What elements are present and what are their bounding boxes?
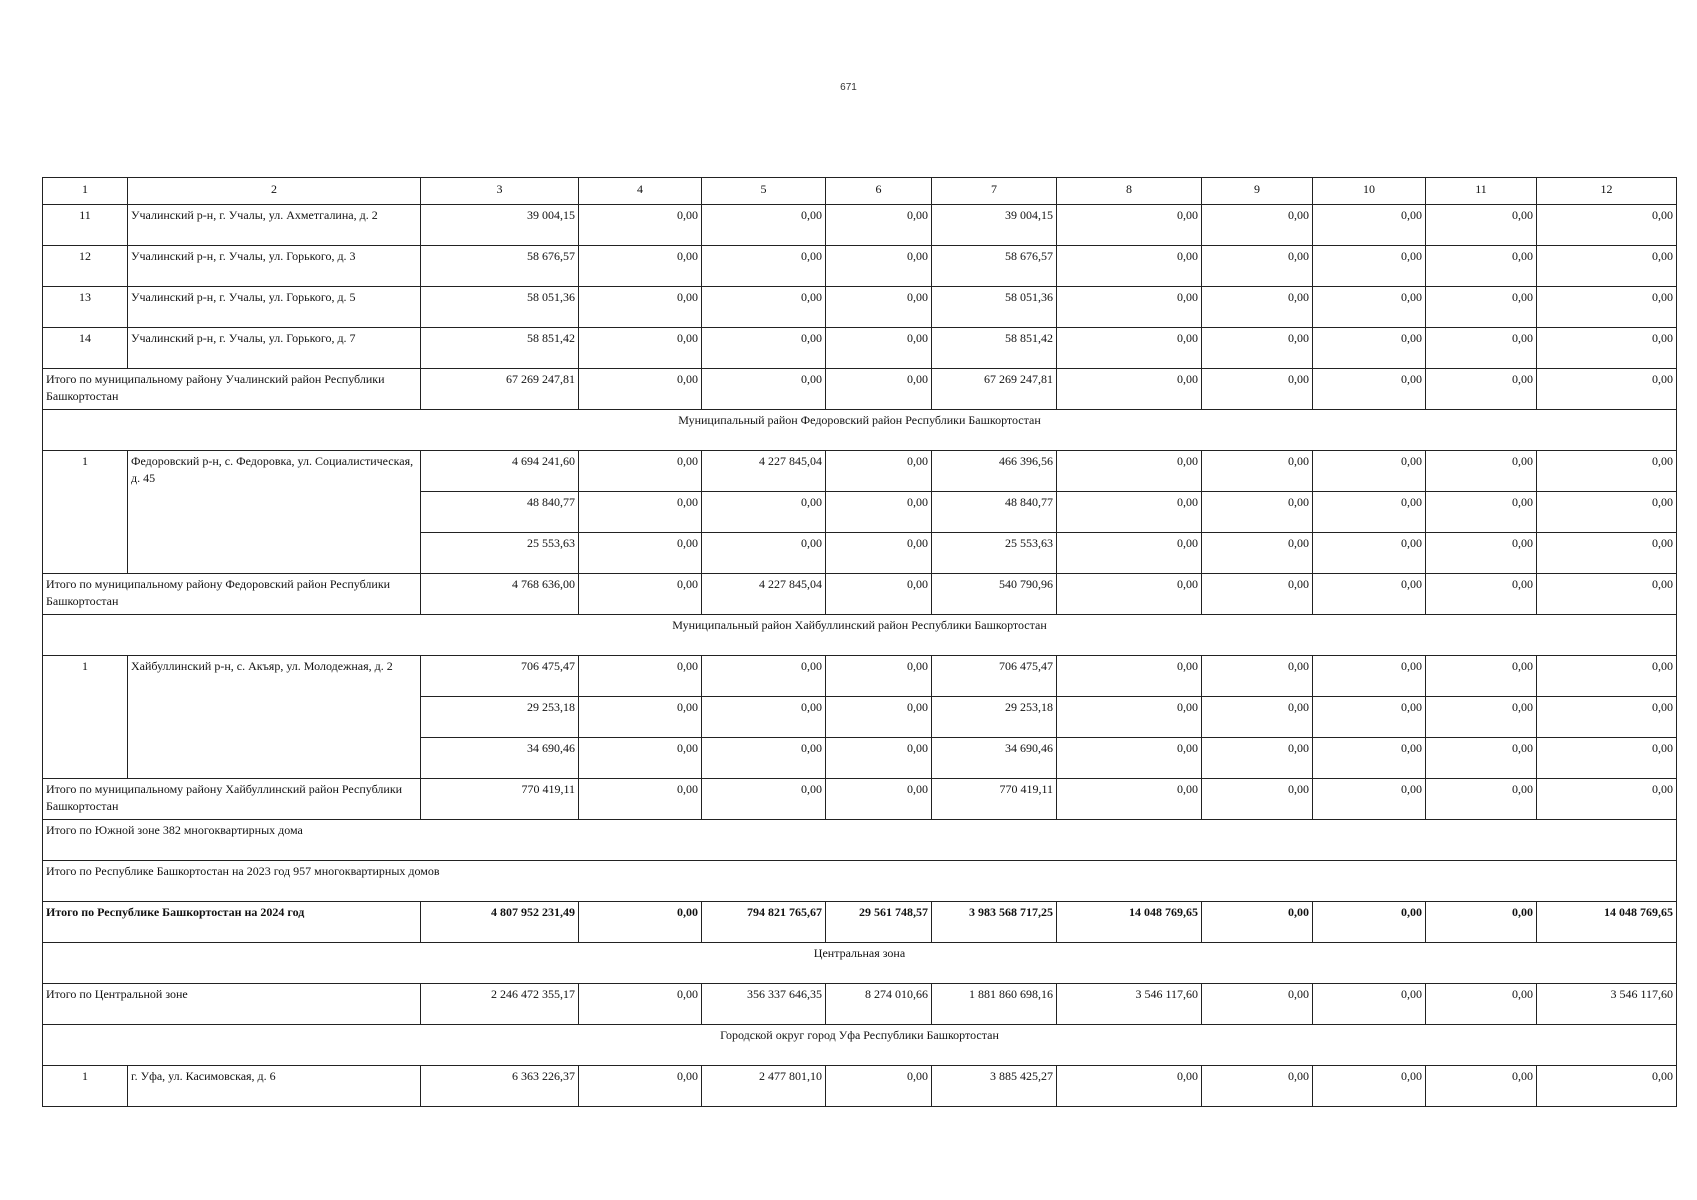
value-cell: 0,00 xyxy=(1202,697,1313,738)
value-cell: 0,00 xyxy=(702,328,826,369)
address-cell: Учалинский р-н, г. Учалы, ул. Горького, д. 7 xyxy=(128,328,421,369)
value-cell: 58 051,36 xyxy=(421,287,579,328)
value-cell: 34 690,46 xyxy=(421,738,579,779)
summary-row xyxy=(43,861,1677,902)
value-cell: 58 851,42 xyxy=(932,328,1057,369)
value-cell: 3 546 117,60 xyxy=(1537,984,1677,1025)
value-cell: 25 553,63 xyxy=(421,533,579,574)
total-row xyxy=(43,574,1677,615)
table-row xyxy=(43,328,1677,369)
column-header: 11 xyxy=(1426,178,1537,205)
address-cell: Федоровский р-н, с. Федоровка, ул. Социалистическая, д. 45 xyxy=(128,451,421,574)
value-cell: 706 475,47 xyxy=(421,656,579,697)
value-cell: 0,00 xyxy=(1313,1066,1426,1107)
value-cell: 0,00 xyxy=(1537,287,1677,328)
value-cell: 0,00 xyxy=(1537,1066,1677,1107)
value-cell: 4 807 952 231,49 xyxy=(421,902,579,943)
value-cell: 0,00 xyxy=(826,328,932,369)
value-cell: 0,00 xyxy=(1057,328,1202,369)
value-cell: 0,00 xyxy=(702,738,826,779)
value-cell: 0,00 xyxy=(1537,328,1677,369)
value-cell: 0,00 xyxy=(1537,492,1677,533)
value-cell: 0,00 xyxy=(1426,1066,1537,1107)
value-cell: 0,00 xyxy=(1202,492,1313,533)
column-header: 12 xyxy=(1537,178,1677,205)
value-cell: 0,00 xyxy=(1202,656,1313,697)
value-cell: 0,00 xyxy=(1313,492,1426,533)
value-cell: 0,00 xyxy=(1313,328,1426,369)
value-cell: 0,00 xyxy=(1426,246,1537,287)
column-header: 4 xyxy=(579,178,702,205)
value-cell: 0,00 xyxy=(1202,533,1313,574)
value-cell: 25 553,63 xyxy=(932,533,1057,574)
value-cell: 0,00 xyxy=(1202,287,1313,328)
program-table xyxy=(42,177,1677,1107)
value-cell: 0,00 xyxy=(702,779,826,820)
total-label: Итого по Республике Башкортостан на 2024 год xyxy=(43,902,421,943)
value-cell: 0,00 xyxy=(1426,574,1537,615)
total-row xyxy=(43,779,1677,820)
column-header: 3 xyxy=(421,178,579,205)
column-header: 10 xyxy=(1313,178,1426,205)
value-cell: 67 269 247,81 xyxy=(932,369,1057,410)
value-cell: 0,00 xyxy=(579,492,702,533)
row-index: 12 xyxy=(43,246,128,287)
table-row xyxy=(43,246,1677,287)
value-cell: 0,00 xyxy=(579,738,702,779)
value-cell: 0,00 xyxy=(1426,287,1537,328)
value-cell: 0,00 xyxy=(1426,328,1537,369)
value-cell: 0,00 xyxy=(702,492,826,533)
value-cell: 2 477 801,10 xyxy=(702,1066,826,1107)
value-cell: 0,00 xyxy=(826,287,932,328)
value-cell: 0,00 xyxy=(1426,369,1537,410)
total-label: Итого по муниципальному району Хайбуллинский район Республики Башкортостан xyxy=(43,779,421,820)
value-cell: 2 246 472 355,17 xyxy=(421,984,579,1025)
value-cell: 0,00 xyxy=(1426,533,1537,574)
value-cell: 0,00 xyxy=(1313,738,1426,779)
value-cell: 0,00 xyxy=(1537,533,1677,574)
row-index: 1 xyxy=(43,451,128,574)
value-cell: 0,00 xyxy=(1313,984,1426,1025)
value-cell: 0,00 xyxy=(702,369,826,410)
value-cell: 706 475,47 xyxy=(932,656,1057,697)
section-heading-row xyxy=(43,410,1677,451)
value-cell: 34 690,46 xyxy=(932,738,1057,779)
value-cell: 0,00 xyxy=(1426,492,1537,533)
row-index: 14 xyxy=(43,328,128,369)
value-cell: 29 253,18 xyxy=(421,697,579,738)
address-cell: г. Уфа, ул. Касимовская, д. 6 xyxy=(128,1066,421,1107)
section-heading: Муниципальный район Федоровский район Республики Башкортостан xyxy=(43,410,1677,451)
value-cell: 0,00 xyxy=(826,574,932,615)
value-cell: 0,00 xyxy=(1057,574,1202,615)
value-cell: 0,00 xyxy=(1426,205,1537,246)
table-row xyxy=(43,287,1677,328)
table-row xyxy=(43,451,1677,492)
value-cell: 0,00 xyxy=(702,246,826,287)
value-cell: 0,00 xyxy=(826,697,932,738)
value-cell: 3 983 568 717,25 xyxy=(932,902,1057,943)
value-cell: 0,00 xyxy=(1057,205,1202,246)
value-cell: 39 004,15 xyxy=(932,205,1057,246)
value-cell: 67 269 247,81 xyxy=(421,369,579,410)
value-cell: 0,00 xyxy=(702,533,826,574)
value-cell: 466 396,56 xyxy=(932,451,1057,492)
value-cell: 0,00 xyxy=(1202,1066,1313,1107)
total-row xyxy=(43,369,1677,410)
value-cell: 0,00 xyxy=(1057,779,1202,820)
value-cell: 0,00 xyxy=(1202,574,1313,615)
value-cell: 0,00 xyxy=(702,205,826,246)
column-header: 2 xyxy=(128,178,421,205)
value-cell: 0,00 xyxy=(1313,369,1426,410)
value-cell: 0,00 xyxy=(1537,574,1677,615)
value-cell: 4 694 241,60 xyxy=(421,451,579,492)
value-cell: 29 561 748,57 xyxy=(826,902,932,943)
value-cell: 0,00 xyxy=(1537,738,1677,779)
summary-label: Итого по Южной зоне 382 многоквартирных дома xyxy=(43,820,1677,861)
value-cell: 770 419,11 xyxy=(932,779,1057,820)
column-header: 5 xyxy=(702,178,826,205)
value-cell: 0,00 xyxy=(1202,779,1313,820)
value-cell: 0,00 xyxy=(1426,738,1537,779)
value-cell: 0,00 xyxy=(1202,451,1313,492)
value-cell: 0,00 xyxy=(1202,205,1313,246)
value-cell: 0,00 xyxy=(1426,984,1537,1025)
value-cell: 0,00 xyxy=(579,246,702,287)
column-header: 1 xyxy=(43,178,128,205)
address-cell: Учалинский р-н, г. Учалы, ул. Горького, д. 3 xyxy=(128,246,421,287)
page-number: 671 xyxy=(840,82,857,93)
value-cell: 0,00 xyxy=(579,779,702,820)
address-cell: Хайбуллинский р-н, с. Акъяр, ул. Молодежная, д. 2 xyxy=(128,656,421,779)
row-index: 1 xyxy=(43,656,128,779)
value-cell: 0,00 xyxy=(826,205,932,246)
value-cell: 0,00 xyxy=(826,656,932,697)
row-index: 13 xyxy=(43,287,128,328)
value-cell: 58 851,42 xyxy=(421,328,579,369)
value-cell: 0,00 xyxy=(1313,246,1426,287)
value-cell: 0,00 xyxy=(826,492,932,533)
row-index: 1 xyxy=(43,1066,128,1107)
value-cell: 48 840,77 xyxy=(421,492,579,533)
total-row xyxy=(43,984,1677,1025)
value-cell: 0,00 xyxy=(1202,984,1313,1025)
value-cell: 794 821 765,67 xyxy=(702,902,826,943)
value-cell: 0,00 xyxy=(1057,656,1202,697)
value-cell: 540 790,96 xyxy=(932,574,1057,615)
value-cell: 0,00 xyxy=(1313,205,1426,246)
value-cell: 3 546 117,60 xyxy=(1057,984,1202,1025)
address-cell: Учалинский р-н, г. Учалы, ул. Ахметгалина, д. 2 xyxy=(128,205,421,246)
value-cell: 0,00 xyxy=(579,902,702,943)
value-cell: 0,00 xyxy=(1202,328,1313,369)
value-cell: 0,00 xyxy=(579,984,702,1025)
value-cell: 0,00 xyxy=(1426,902,1537,943)
value-cell: 0,00 xyxy=(1057,1066,1202,1107)
value-cell: 4 227 845,04 xyxy=(702,574,826,615)
value-cell: 6 363 226,37 xyxy=(421,1066,579,1107)
value-cell: 0,00 xyxy=(826,738,932,779)
value-cell: 8 274 010,66 xyxy=(826,984,932,1025)
value-cell: 0,00 xyxy=(826,369,932,410)
value-cell: 58 676,57 xyxy=(421,246,579,287)
value-cell: 0,00 xyxy=(1057,287,1202,328)
column-header: 6 xyxy=(826,178,932,205)
value-cell: 48 840,77 xyxy=(932,492,1057,533)
value-cell: 58 051,36 xyxy=(932,287,1057,328)
column-header: 8 xyxy=(1057,178,1202,205)
value-cell: 0,00 xyxy=(1202,246,1313,287)
value-cell: 0,00 xyxy=(1057,738,1202,779)
value-cell: 0,00 xyxy=(826,533,932,574)
section-heading: Муниципальный район Хайбуллинский район Республики Башкортостан xyxy=(43,615,1677,656)
summary-row xyxy=(43,820,1677,861)
value-cell: 29 253,18 xyxy=(932,697,1057,738)
value-cell: 0,00 xyxy=(1057,533,1202,574)
value-cell: 0,00 xyxy=(1426,451,1537,492)
value-cell: 58 676,57 xyxy=(932,246,1057,287)
value-cell: 0,00 xyxy=(1537,369,1677,410)
row-index: 11 xyxy=(43,205,128,246)
summary-label: Итого по Республике Башкортостан на 2023 год 957 многоквартирных домов xyxy=(43,861,1677,902)
value-cell: 0,00 xyxy=(1313,656,1426,697)
value-cell: 0,00 xyxy=(702,697,826,738)
value-cell: 0,00 xyxy=(1426,697,1537,738)
value-cell: 0,00 xyxy=(1057,451,1202,492)
value-cell: 0,00 xyxy=(579,1066,702,1107)
section-heading-row xyxy=(43,615,1677,656)
value-cell: 14 048 769,65 xyxy=(1057,902,1202,943)
value-cell: 0,00 xyxy=(579,656,702,697)
table-row xyxy=(43,205,1677,246)
value-cell: 39 004,15 xyxy=(421,205,579,246)
value-cell: 14 048 769,65 xyxy=(1537,902,1677,943)
value-cell: 0,00 xyxy=(826,1066,932,1107)
value-cell: 0,00 xyxy=(1313,574,1426,615)
value-cell: 0,00 xyxy=(1537,656,1677,697)
value-cell: 0,00 xyxy=(1537,451,1677,492)
value-cell: 0,00 xyxy=(1313,779,1426,820)
table-row xyxy=(43,656,1677,697)
value-cell: 0,00 xyxy=(1202,902,1313,943)
value-cell: 0,00 xyxy=(1537,205,1677,246)
value-cell: 0,00 xyxy=(1313,533,1426,574)
value-cell: 0,00 xyxy=(1057,369,1202,410)
value-cell: 4 227 845,04 xyxy=(702,451,826,492)
value-cell: 0,00 xyxy=(702,656,826,697)
value-cell: 770 419,11 xyxy=(421,779,579,820)
value-cell: 0,00 xyxy=(1313,287,1426,328)
value-cell: 0,00 xyxy=(579,574,702,615)
header-row xyxy=(43,178,1677,205)
value-cell: 0,00 xyxy=(1057,492,1202,533)
value-cell: 0,00 xyxy=(1426,779,1537,820)
value-cell: 0,00 xyxy=(826,451,932,492)
section-heading: Центральная зона xyxy=(43,943,1677,984)
address-cell: Учалинский р-н, г. Учалы, ул. Горького, д. 5 xyxy=(128,287,421,328)
value-cell: 0,00 xyxy=(579,697,702,738)
value-cell: 0,00 xyxy=(1313,697,1426,738)
total-label: Итого по Центральной зоне xyxy=(43,984,421,1025)
value-cell: 0,00 xyxy=(702,287,826,328)
value-cell: 0,00 xyxy=(1426,656,1537,697)
value-cell: 0,00 xyxy=(826,246,932,287)
section-heading-row xyxy=(43,1025,1677,1066)
value-cell: 0,00 xyxy=(579,205,702,246)
value-cell: 0,00 xyxy=(826,779,932,820)
value-cell: 0,00 xyxy=(1202,369,1313,410)
column-header: 9 xyxy=(1202,178,1313,205)
total-row xyxy=(43,902,1677,943)
section-heading: Городской округ город Уфа Республики Башкортостан xyxy=(43,1025,1677,1066)
value-cell: 0,00 xyxy=(579,451,702,492)
table-row xyxy=(43,1066,1677,1107)
value-cell: 0,00 xyxy=(1537,697,1677,738)
value-cell: 0,00 xyxy=(579,369,702,410)
value-cell: 4 768 636,00 xyxy=(421,574,579,615)
value-cell: 0,00 xyxy=(579,533,702,574)
value-cell: 0,00 xyxy=(1537,246,1677,287)
value-cell: 0,00 xyxy=(1313,451,1426,492)
value-cell: 0,00 xyxy=(1057,697,1202,738)
value-cell: 1 881 860 698,16 xyxy=(932,984,1057,1025)
column-header: 7 xyxy=(932,178,1057,205)
value-cell: 0,00 xyxy=(579,328,702,369)
value-cell: 0,00 xyxy=(1313,902,1426,943)
value-cell: 0,00 xyxy=(1202,738,1313,779)
value-cell: 0,00 xyxy=(1537,779,1677,820)
value-cell: 0,00 xyxy=(579,287,702,328)
value-cell: 3 885 425,27 xyxy=(932,1066,1057,1107)
section-heading-row xyxy=(43,943,1677,984)
value-cell: 0,00 xyxy=(1057,246,1202,287)
total-label: Итого по муниципальному району Федоровский район Республики Башкортостан xyxy=(43,574,421,615)
total-label: Итого по муниципальному району Учалинский район Республики Башкортостан xyxy=(43,369,421,410)
value-cell: 356 337 646,35 xyxy=(702,984,826,1025)
